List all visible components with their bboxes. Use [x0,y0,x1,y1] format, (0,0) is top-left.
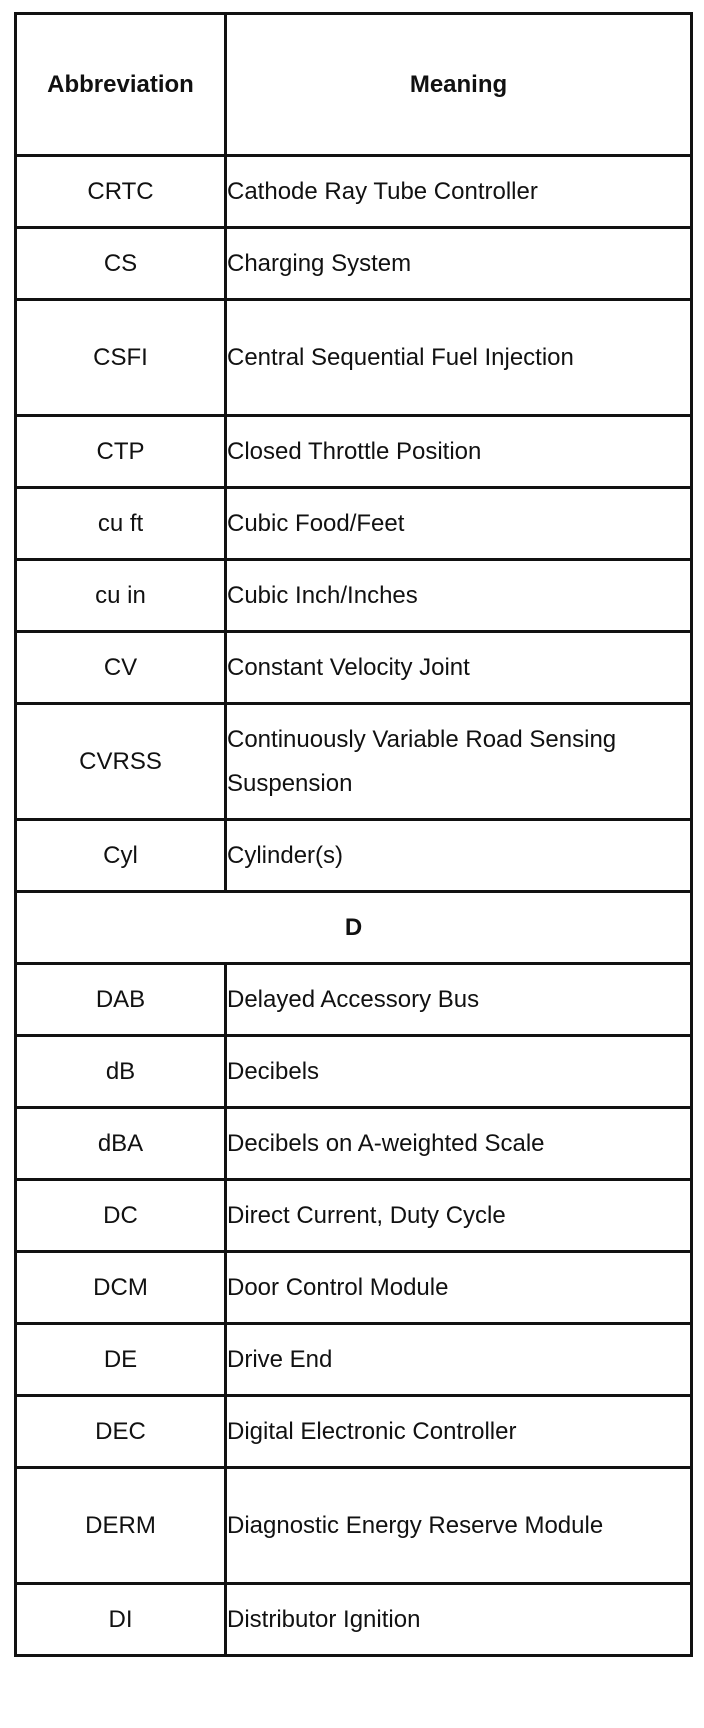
meaning-cell: Closed Throttle Position [226,416,692,488]
abbreviation-cell: DCM [16,1252,226,1324]
table-row [16,964,692,1036]
meaning-cell: Cubic Inch/Inches [226,560,692,632]
meaning-column-header: Meaning [226,14,692,156]
abbreviation-cell: CTP [16,416,226,488]
section-header-row [16,892,692,964]
meaning-cell: Decibels on A-weighted Scale [226,1108,692,1180]
table-row [16,488,692,560]
table-row [16,416,692,488]
table-row [16,1252,692,1324]
meaning-cell: Central Sequential Fuel Injection [226,300,692,416]
meaning-cell: Distributor Ignition [226,1584,692,1656]
table-row [16,1036,692,1108]
meaning-cell: Digital Electronic Controller [226,1396,692,1468]
abbreviation-column-header: Abbreviation [16,14,226,156]
abbreviation-cell: DERM [16,1468,226,1584]
meaning-cell: Cylinder(s) [226,820,692,892]
meaning-cell: Cubic Food/Feet [226,488,692,560]
meaning-cell: Direct Current, Duty Cycle [226,1180,692,1252]
table-row [16,1584,692,1656]
table-row [16,704,692,820]
abbreviation-cell: DEC [16,1396,226,1468]
table-row [16,1108,692,1180]
section-letter-heading: D [16,892,692,964]
meaning-cell: Constant Velocity Joint [226,632,692,704]
table-row [16,300,692,416]
table-row [16,1180,692,1252]
table-row [16,632,692,704]
table-row [16,1468,692,1584]
abbreviation-cell: CV [16,632,226,704]
meaning-cell: Drive End [226,1324,692,1396]
abbreviation-cell: DC [16,1180,226,1252]
abbreviation-cell: CS [16,228,226,300]
abbreviation-table [14,12,693,1657]
meaning-cell: Decibels [226,1036,692,1108]
table-row [16,1396,692,1468]
meaning-cell: Charging System [226,228,692,300]
table-row [16,560,692,632]
abbreviation-cell: CVRSS [16,704,226,820]
table-row [16,820,692,892]
meaning-cell: Diagnostic Energy Reserve Module [226,1468,692,1584]
abbreviation-cell: dB [16,1036,226,1108]
abbreviation-cell: cu ft [16,488,226,560]
meaning-cell: Door Control Module [226,1252,692,1324]
table-header-row [16,14,692,156]
abbreviation-cell: CSFI [16,300,226,416]
table-row [16,156,692,228]
abbreviation-cell: DAB [16,964,226,1036]
table-row [16,228,692,300]
table-row [16,1324,692,1396]
abbreviation-cell: Cyl [16,820,226,892]
abbreviation-cell: dBA [16,1108,226,1180]
meaning-cell: Delayed Accessory Bus [226,964,692,1036]
abbreviation-cell: DI [16,1584,226,1656]
abbreviation-cell: CRTC [16,156,226,228]
meaning-cell: Cathode Ray Tube Controller [226,156,692,228]
meaning-cell: Continuously Variable Road Sensing Suspension [226,704,692,820]
abbreviation-table-page [14,12,693,1657]
abbreviation-cell: cu in [16,560,226,632]
abbreviation-cell: DE [16,1324,226,1396]
